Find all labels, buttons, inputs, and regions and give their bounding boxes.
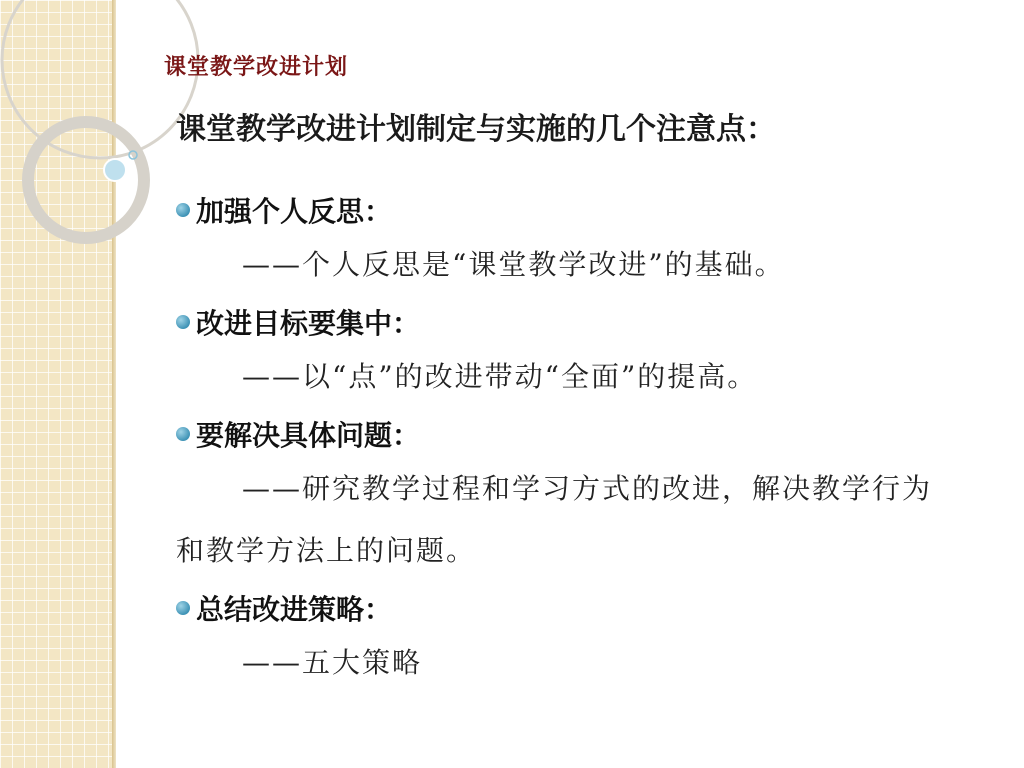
point-heading: 总结改进策略： bbox=[196, 593, 393, 626]
bullet-icon bbox=[176, 203, 190, 217]
point-heading: 要解决具体问题： bbox=[196, 419, 421, 452]
bullet-icon bbox=[176, 601, 190, 615]
slide-title: 课堂教学改进计划制定与实施的几个注意点： bbox=[176, 112, 776, 147]
point-detail: ——五大策略 bbox=[242, 646, 423, 679]
point-item bbox=[176, 584, 976, 694]
point-detail: ——以“点”的改进带动“全面”的提高。 bbox=[242, 360, 758, 393]
point-item bbox=[176, 410, 976, 582]
point-detail: ——个人反思是“课堂教学改进”的基础。 bbox=[242, 248, 785, 281]
bullet-icon bbox=[176, 427, 190, 441]
small-ring bbox=[28, 122, 144, 238]
point-heading: 加强个人反思： bbox=[196, 195, 393, 228]
point-heading: 改进目标要集中： bbox=[196, 307, 421, 340]
point-detail: ——研究教学过程和学习方式的改进，解决教学行为和教学方法上的问题。 bbox=[176, 472, 933, 567]
blue-dot bbox=[104, 159, 126, 181]
point-item bbox=[176, 186, 976, 296]
point-item bbox=[176, 298, 976, 408]
slide-subtitle: 课堂教学改进计划 bbox=[164, 54, 349, 80]
slide-content bbox=[176, 186, 976, 694]
bullet-icon bbox=[176, 315, 190, 329]
